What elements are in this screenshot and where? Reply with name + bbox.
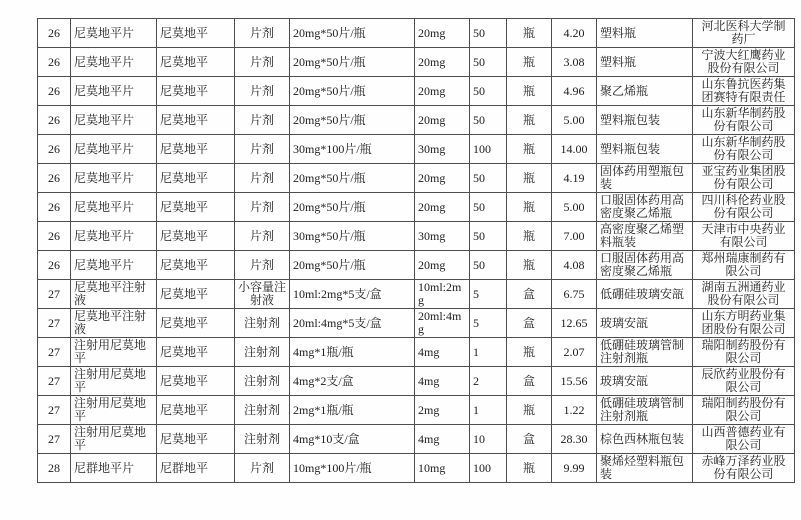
cell-generic-name: 尼莫地平: [157, 135, 235, 164]
cell-seq-no: 26: [38, 222, 71, 251]
cell-packaging: 高密度聚乙烯塑料瓶装: [597, 222, 693, 251]
cell-price: 5.00: [552, 106, 597, 135]
cell-product-name: 尼莫地平片: [71, 19, 157, 48]
cell-packaging: 塑料瓶包装: [597, 106, 693, 135]
cell-strength: 10ml:2mg: [415, 280, 470, 309]
cell-dosage-form: 片剂: [235, 106, 290, 135]
cell-generic-name: 尼莫地平: [157, 367, 235, 396]
cell-price: 1.22: [552, 396, 597, 425]
cell-seq-no: 26: [38, 77, 71, 106]
cell-quantity: 2: [470, 367, 507, 396]
cell-seq-no: 26: [38, 48, 71, 77]
cell-generic-name: 尼莫地平: [157, 251, 235, 280]
cell-specification: 10mg*100片/瓶: [290, 454, 415, 483]
cell-quantity: 50: [470, 251, 507, 280]
cell-unit: 盒: [507, 425, 552, 454]
cell-dosage-form: 注射剂: [235, 396, 290, 425]
cell-dosage-form: 片剂: [235, 48, 290, 77]
table-row: [38, 222, 795, 251]
cell-generic-name: 尼莫地平: [157, 48, 235, 77]
cell-dosage-form: 片剂: [235, 19, 290, 48]
cell-seq-no: 26: [38, 106, 71, 135]
cell-dosage-form: 注射剂: [235, 425, 290, 454]
cell-packaging: 聚烯烃塑料瓶包装: [597, 454, 693, 483]
cell-quantity: 50: [470, 193, 507, 222]
cell-packaging: 塑料瓶包装: [597, 135, 693, 164]
cell-product-name: 尼莫地平片: [71, 135, 157, 164]
table-row: [38, 309, 795, 338]
cell-product-name: 注射用尼莫地平: [71, 396, 157, 425]
cell-seq-no: 26: [38, 19, 71, 48]
cell-price: 6.75: [552, 280, 597, 309]
cell-dosage-form: 片剂: [235, 164, 290, 193]
cell-price: 4.19: [552, 164, 597, 193]
cell-generic-name: 尼莫地平: [157, 425, 235, 454]
cell-unit: 瓶: [507, 396, 552, 425]
cell-manufacturer: 山东新华制药股份有限公司: [693, 135, 795, 164]
cell-specification: 20mg*50片/瓶: [290, 251, 415, 280]
cell-quantity: 50: [470, 106, 507, 135]
cell-unit: 盒: [507, 280, 552, 309]
cell-manufacturer: 辰欣药业股份有限公司: [693, 367, 795, 396]
cell-packaging: 棕色西林瓶包装: [597, 425, 693, 454]
cell-manufacturer: 山东方明药业集团股份有限公司: [693, 309, 795, 338]
cell-manufacturer: 四川科伦药业股份有限公司: [693, 193, 795, 222]
cell-product-name: 尼莫地平注射液: [71, 309, 157, 338]
cell-dosage-form: 小容量注射液: [235, 280, 290, 309]
cell-manufacturer: 湖南五洲通药业股份有限公司: [693, 280, 795, 309]
cell-packaging: 口服固体药用高密度聚乙烯瓶: [597, 251, 693, 280]
cell-price: 3.08: [552, 48, 597, 77]
cell-seq-no: 27: [38, 425, 71, 454]
cell-unit: 瓶: [507, 106, 552, 135]
cell-specification: 20ml:4mg*5支/盒: [290, 309, 415, 338]
cell-specification: 20mg*50片/瓶: [290, 19, 415, 48]
cell-seq-no: 27: [38, 309, 71, 338]
table-row: [38, 106, 795, 135]
cell-unit: 瓶: [507, 251, 552, 280]
cell-packaging: 塑料瓶: [597, 19, 693, 48]
cell-quantity: 50: [470, 48, 507, 77]
cell-product-name: 注射用尼莫地平: [71, 367, 157, 396]
cell-generic-name: 尼莫地平: [157, 106, 235, 135]
cell-unit: 盒: [507, 309, 552, 338]
cell-specification: 4mg*1瓶/瓶: [290, 338, 415, 367]
cell-price: 4.08: [552, 251, 597, 280]
cell-strength: 20mg: [415, 48, 470, 77]
cell-specification: 20mg*50片/瓶: [290, 193, 415, 222]
cell-unit: 瓶: [507, 222, 552, 251]
cell-strength: 2mg: [415, 396, 470, 425]
cell-specification: 4mg*2支/盒: [290, 367, 415, 396]
cell-strength: 4mg: [415, 338, 470, 367]
cell-quantity: 50: [470, 164, 507, 193]
cell-product-name: 尼莫地平片: [71, 193, 157, 222]
cell-unit: 瓶: [507, 454, 552, 483]
cell-product-name: 尼莫地平片: [71, 77, 157, 106]
cell-generic-name: 尼莫地平: [157, 164, 235, 193]
cell-product-name: 尼莫地平注射液: [71, 280, 157, 309]
cell-generic-name: 尼莫地平: [157, 193, 235, 222]
cell-dosage-form: 片剂: [235, 222, 290, 251]
cell-generic-name: 尼莫地平: [157, 309, 235, 338]
cell-quantity: 50: [470, 77, 507, 106]
cell-packaging: 玻璃安瓿: [597, 367, 693, 396]
table-row: [38, 396, 795, 425]
cell-manufacturer: 山东新华制药股份有限公司: [693, 106, 795, 135]
table-row: [38, 454, 795, 483]
cell-unit: 瓶: [507, 77, 552, 106]
cell-price: 5.00: [552, 193, 597, 222]
cell-manufacturer: 天津市中央药业有限公司: [693, 222, 795, 251]
cell-dosage-form: 片剂: [235, 135, 290, 164]
cell-product-name: 注射用尼莫地平: [71, 338, 157, 367]
cell-price: 4.96: [552, 77, 597, 106]
cell-manufacturer: 瑞阳制药股份有限公司: [693, 396, 795, 425]
cell-specification: 10ml:2mg*5支/盒: [290, 280, 415, 309]
cell-generic-name: 尼群地平: [157, 454, 235, 483]
table-row: [38, 164, 795, 193]
cell-seq-no: 27: [38, 338, 71, 367]
cell-product-name: 尼莫地平片: [71, 48, 157, 77]
cell-dosage-form: 片剂: [235, 77, 290, 106]
cell-generic-name: 尼莫地平: [157, 77, 235, 106]
cell-product-name: 尼莫地平片: [71, 164, 157, 193]
cell-specification: 20mg*50片/瓶: [290, 48, 415, 77]
cell-strength: 20mg: [415, 19, 470, 48]
cell-specification: 20mg*50片/瓶: [290, 106, 415, 135]
cell-packaging: 塑料瓶: [597, 48, 693, 77]
cell-strength: 30mg: [415, 222, 470, 251]
cell-strength: 20mg: [415, 193, 470, 222]
cell-specification: 2mg*1瓶/瓶: [290, 396, 415, 425]
cell-seq-no: 26: [38, 164, 71, 193]
cell-unit: 盒: [507, 367, 552, 396]
cell-dosage-form: 片剂: [235, 193, 290, 222]
cell-price: 14.00: [552, 135, 597, 164]
cell-packaging: 固体药用塑瓶包装: [597, 164, 693, 193]
cell-product-name: 尼莫地平片: [71, 251, 157, 280]
cell-specification: 30mg*50片/瓶: [290, 222, 415, 251]
cell-seq-no: 27: [38, 396, 71, 425]
cell-manufacturer: 河北医科大学制药厂: [693, 19, 795, 48]
cell-strength: 20mg: [415, 106, 470, 135]
cell-packaging: 玻璃安瓿: [597, 309, 693, 338]
cell-price: 4.20: [552, 19, 597, 48]
cell-product-name: 尼莫地平片: [71, 222, 157, 251]
cell-dosage-form: 注射剂: [235, 367, 290, 396]
table-row: [38, 77, 795, 106]
cell-dosage-form: 注射剂: [235, 309, 290, 338]
cell-unit: 瓶: [507, 164, 552, 193]
cell-manufacturer: 瑞阳制药股份有限公司: [693, 338, 795, 367]
cell-strength: 4mg: [415, 425, 470, 454]
table-row: [38, 19, 795, 48]
cell-generic-name: 尼莫地平: [157, 396, 235, 425]
drug-price-table: [37, 18, 795, 483]
cell-dosage-form: 片剂: [235, 454, 290, 483]
cell-manufacturer: 赤峰万泽药业股份有限公司: [693, 454, 795, 483]
cell-strength: 20mg: [415, 251, 470, 280]
cell-generic-name: 尼莫地平: [157, 222, 235, 251]
cell-specification: 30mg*100片/瓶: [290, 135, 415, 164]
cell-specification: 20mg*50片/瓶: [290, 164, 415, 193]
cell-packaging: 口服固体药用高密度聚乙烯瓶: [597, 193, 693, 222]
cell-quantity: 5: [470, 309, 507, 338]
cell-quantity: 1: [470, 396, 507, 425]
cell-packaging: 聚乙烯瓶: [597, 77, 693, 106]
table-row: [38, 338, 795, 367]
cell-packaging: 低硼硅玻璃管制注射剂瓶: [597, 338, 693, 367]
cell-quantity: 50: [470, 222, 507, 251]
cell-generic-name: 尼莫地平: [157, 338, 235, 367]
cell-product-name: 尼莫地平片: [71, 106, 157, 135]
cell-dosage-form: 片剂: [235, 251, 290, 280]
cell-price: 9.99: [552, 454, 597, 483]
cell-unit: 瓶: [507, 338, 552, 367]
table-row: [38, 193, 795, 222]
cell-seq-no: 28: [38, 454, 71, 483]
cell-quantity: 1: [470, 338, 507, 367]
cell-manufacturer: 山西普德药业有限公司: [693, 425, 795, 454]
cell-product-name: 注射用尼莫地平: [71, 425, 157, 454]
cell-unit: 瓶: [507, 48, 552, 77]
cell-packaging: 低硼硅玻璃管制注射剂瓶: [597, 396, 693, 425]
table-row: [38, 425, 795, 454]
cell-strength: 10mg: [415, 454, 470, 483]
cell-unit: 瓶: [507, 19, 552, 48]
cell-dosage-form: 注射剂: [235, 338, 290, 367]
cell-quantity: 100: [470, 135, 507, 164]
cell-price: 7.00: [552, 222, 597, 251]
cell-strength: 30mg: [415, 135, 470, 164]
cell-strength: 20mg: [415, 164, 470, 193]
table-row: [38, 367, 795, 396]
cell-generic-name: 尼莫地平: [157, 19, 235, 48]
table-row: [38, 135, 795, 164]
cell-seq-no: 26: [38, 251, 71, 280]
drug-price-table-body: [38, 19, 795, 483]
cell-seq-no: 27: [38, 280, 71, 309]
cell-packaging: 低硼硅玻璃安瓿: [597, 280, 693, 309]
table-row: [38, 280, 795, 309]
cell-quantity: 5: [470, 280, 507, 309]
cell-price: 2.07: [552, 338, 597, 367]
cell-unit: 瓶: [507, 135, 552, 164]
cell-unit: 瓶: [507, 193, 552, 222]
cell-generic-name: 尼莫地平: [157, 280, 235, 309]
cell-seq-no: 26: [38, 135, 71, 164]
cell-strength: 4mg: [415, 367, 470, 396]
cell-quantity: 50: [470, 19, 507, 48]
cell-manufacturer: 郑州瑞康制药有限公司: [693, 251, 795, 280]
cell-strength: 20ml:4mg: [415, 309, 470, 338]
cell-price: 15.56: [552, 367, 597, 396]
cell-seq-no: 26: [38, 193, 71, 222]
cell-product-name: 尼群地平片: [71, 454, 157, 483]
cell-manufacturer: 山东鲁抗医药集团赛特有限责任: [693, 77, 795, 106]
cell-specification: 4mg*10支/盒: [290, 425, 415, 454]
cell-specification: 20mg*50片/瓶: [290, 77, 415, 106]
table-row: [38, 48, 795, 77]
cell-manufacturer: 亚宝药业集团股份有限公司: [693, 164, 795, 193]
cell-price: 28.30: [552, 425, 597, 454]
cell-seq-no: 27: [38, 367, 71, 396]
cell-price: 12.65: [552, 309, 597, 338]
cell-strength: 20mg: [415, 77, 470, 106]
cell-manufacturer: 宁波大红鹰药业股份有限公司: [693, 48, 795, 77]
cell-quantity: 10: [470, 425, 507, 454]
cell-quantity: 100: [470, 454, 507, 483]
table-row: [38, 251, 795, 280]
